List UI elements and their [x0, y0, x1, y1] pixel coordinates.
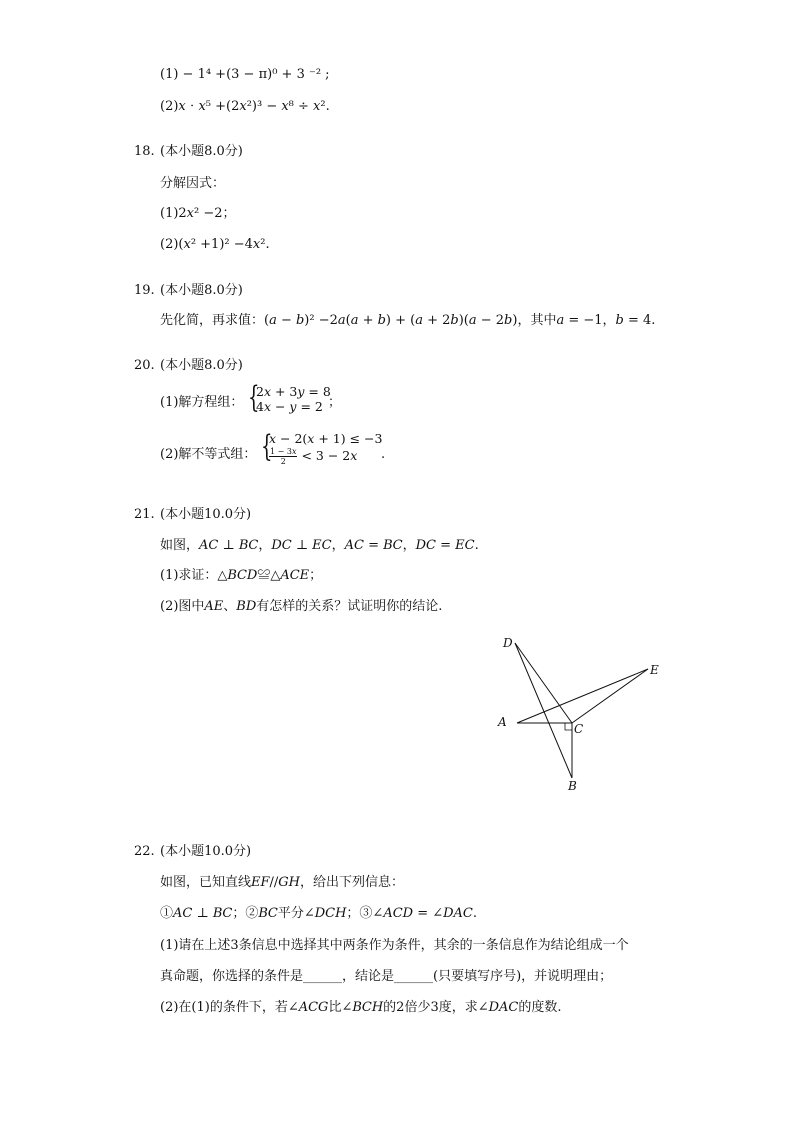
- question-number-21: 21.: [134, 507, 155, 522]
- question-number-18: 18.: [134, 144, 155, 159]
- q18-heading: (本小题8.0分): [160, 144, 243, 159]
- fraction-numerator: 1 − 3𝑥: [270, 447, 297, 456]
- q21-text: 如图，𝐴𝐶 ⊥ 𝐵𝐶，𝐷𝐶 ⊥ 𝐸𝐶，𝐴𝐶 = 𝐵𝐶，𝐷𝐶 = 𝐸𝐶.: [160, 538, 479, 553]
- question-number-20: 20.: [134, 358, 155, 373]
- inequality-rest: < 3 − 2𝑥: [301, 448, 358, 463]
- question-number-22: 22.: [134, 844, 155, 859]
- segment-ae: [517, 669, 648, 723]
- q22-info: ①𝐴𝐶 ⊥ 𝐵𝐶；②𝐵𝐶平分∠𝐷𝐶𝐻；③∠𝐴𝐶𝐷 = ∠𝐷𝐴𝐶.: [160, 906, 478, 921]
- q22-text: 如图，已知直线𝐸𝐹//𝐺𝐻，给出下列信息：: [160, 875, 404, 890]
- q22-part1-line1: (1)请在上述3条信息中选择其中两条作为条件，其余的一条信息作为结论组成一个: [160, 938, 629, 953]
- q19-heading: (本小题8.0分): [160, 283, 243, 298]
- geometry-figure: [490, 630, 670, 800]
- label-c: C: [574, 722, 584, 736]
- q19-text: 先化简，再求值：(𝑎 − 𝑏)² −2𝑎(𝑎 + 𝑏) + (𝑎 + 2𝑏)(𝑎 − 2𝑏)，其中𝑎 = −1，𝑏 = 4.: [160, 313, 656, 328]
- q18-part1: (1)2𝑥² −2；: [160, 206, 236, 221]
- q20-heading: (本小题8.0分): [160, 358, 243, 373]
- right-angle-mark: [565, 723, 572, 730]
- question-number-19: 19.: [134, 283, 155, 298]
- q20-system2-eq2: [269, 447, 357, 466]
- q17-part2: (2)𝑥 ⋅ 𝑥⁵ +(2𝑥²)³ − 𝑥⁸ ÷ 𝑥².: [160, 99, 330, 114]
- system-brace: {: [248, 380, 260, 415]
- label-a: A: [498, 715, 507, 729]
- label-e: E: [650, 663, 659, 677]
- fraction: [269, 447, 297, 466]
- q22-heading: (本小题10.0分): [160, 844, 252, 859]
- q21-part1: (1)求证：△𝐵𝐶𝐷≌△𝐴𝐶𝐸；: [160, 568, 323, 583]
- q20-system1-eq1: 2𝑥 + 3𝑦 = 8: [256, 384, 331, 399]
- q18-text: 分解因式：: [160, 176, 226, 191]
- system-brace: {: [261, 429, 273, 464]
- q20-system2-eq1: 𝑥 − 2(𝑥 + 1) ≤ −3: [269, 431, 383, 446]
- q22-part2: (2)在(1)的条件下，若∠𝐴𝐶𝐺比∠𝐵𝐶𝐻的2倍少3度，求∠𝐷𝐴𝐶的度数.: [160, 1000, 562, 1015]
- q21-heading: (本小题10.0分): [160, 507, 252, 522]
- q20-part2-end: .: [381, 447, 386, 462]
- q18-part2: (2)(𝑥² +1)² −4𝑥².: [160, 237, 270, 252]
- q20-part1-end: ；: [328, 395, 342, 410]
- label-b: B: [568, 779, 577, 793]
- label-d: D: [503, 636, 513, 650]
- q20-part1-label: (1)解方程组：: [160, 395, 244, 410]
- q21-part2: (2)图中𝐴𝐸、𝐵𝐷有怎样的关系？试证明你的结论.: [160, 599, 443, 614]
- q20-system1-eq2: 4𝑥 − 𝑦 = 2: [256, 399, 323, 414]
- q22-part1-line2: 真命题，你选择的条件是______，结论是______(只要填写序号)，并说明理由；: [160, 969, 613, 984]
- q17-part1: (1) − 1⁴ +(3 − π)⁰ + 3 ⁻² ;: [160, 67, 330, 82]
- fraction-denominator: 2: [280, 457, 286, 466]
- q20-part2-label: (2)解不等式组：: [160, 447, 257, 462]
